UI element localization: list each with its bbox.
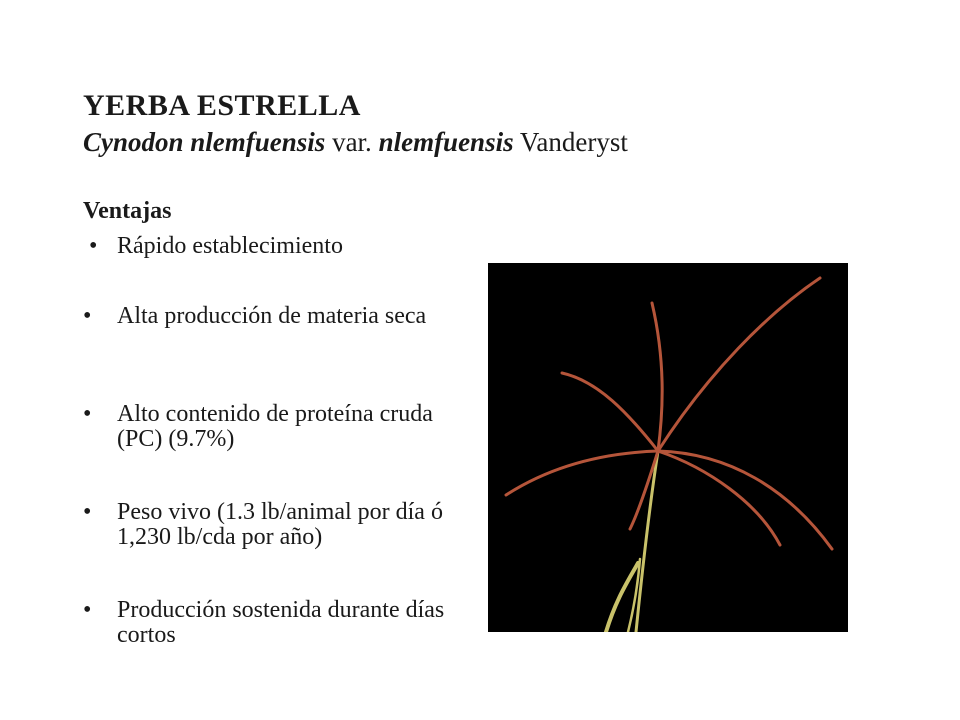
bullet-text: Rápido establecimiento xyxy=(117,233,343,259)
scientific-name xyxy=(83,124,628,160)
author-name: Vanderyst xyxy=(519,127,628,157)
bullet-marker: • xyxy=(83,597,92,623)
var-label: var. xyxy=(332,127,372,157)
slide-title xyxy=(83,88,628,160)
variety-name: nlemfuensis xyxy=(378,127,514,157)
common-name: YERBA ESTRELLA xyxy=(83,89,361,122)
bullet-text: Alto contenido de proteína cruda (PC) (9.7%) xyxy=(117,401,433,452)
bullet-text: Alta producción de materia seca xyxy=(117,303,427,329)
bullet-text: Producción sostenida durante días cortos xyxy=(117,597,445,648)
bullet-marker: • xyxy=(83,303,92,329)
bullet-marker: • xyxy=(83,401,92,427)
grass-photo xyxy=(488,263,848,632)
section-heading: Ventajas xyxy=(83,198,172,224)
bullet-marker: • xyxy=(89,233,98,259)
bullet-text: Peso vivo (1.3 lb/animal por día ó 1,230 lb/cda por año) xyxy=(117,499,443,550)
star-grass-inflorescence xyxy=(488,263,848,632)
species-name: Cynodon nlemfuensis xyxy=(83,127,326,157)
bullet-marker: • xyxy=(83,499,92,525)
